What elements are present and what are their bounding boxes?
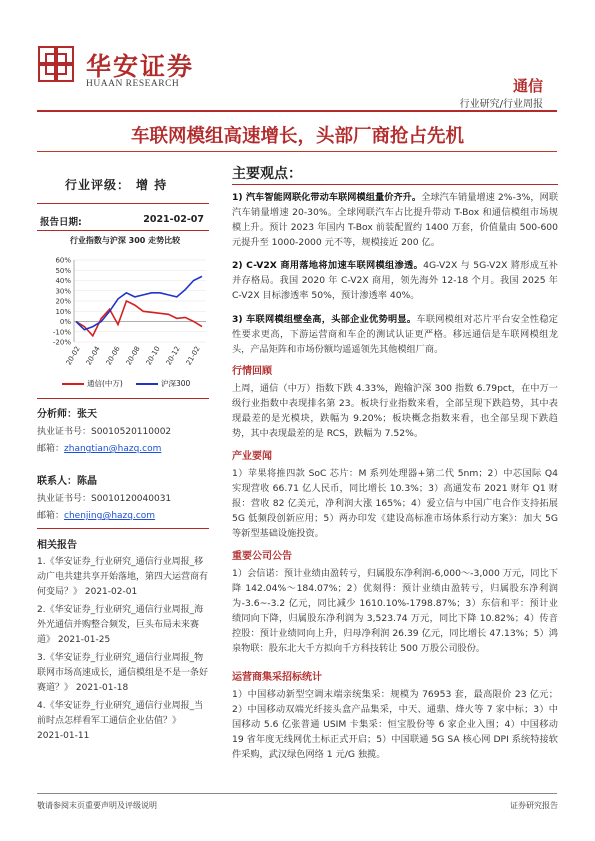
y-tick-label: 0%: [59, 318, 71, 326]
related-report-item[interactable]: 1.《华安证券_行业研究_通信行业周报_移动广电共建共享开始落地，第四大运营商有何变局？》 2021-02-01: [37, 557, 209, 597]
market-body: 上周，通信（中万）指数下跌 4.33%，跑输沪深 300 指数 6.79pct，在中万一级行业指数中表现排名第 23。板块行业指数来看，全部呈现下跌趋势，其中表现最差的是光模块，跌幅为 9.20%；板块概念指数来看，也全部呈现下跌趋势，其中表现最差的是 RCS，跌幅为 7.52%。: [232, 383, 558, 439]
y-tick-label: 60%: [55, 256, 71, 265]
title-divider: [37, 151, 557, 152]
y-tick-label: 30%: [55, 287, 71, 296]
y-tick-label: 20%: [55, 297, 71, 306]
x-tick-label: 20-04: [84, 345, 102, 367]
y-tick-label: 40%: [55, 277, 71, 285]
company-news-body: 1）会信诺：预计业绩由盈转亏，归属股东净利润-6,000～-3,000 万元，同比下降 142.04%～184.07%；2）优刻得：预计业绩由盈转亏，归属股东净利润为-3.6~-3.2 亿元，同比减少 1610.10%-1798.87%；3）东信和平：预计业绩同向下降，归属股东净利润为 3,523.74 万元，同比下降 10.82%；4）传音控股：预计业绩同向上升，归母净利润 26.39 亿元，同比增长 47.13%；5）鸿泉物联：股东北大千方拟向千方科技转让 500 万股公司股份。: [232, 568, 558, 654]
company-news-title: 重要公司公告: [232, 551, 292, 562]
chart-title: 行业指数与沪深 300 走势比较: [69, 236, 181, 245]
contact-cert: 执业证书号：S0010120040031: [37, 494, 172, 504]
y-tick-label: -20%: [52, 338, 71, 347]
related-report-item[interactable]: 3.《华安证券_行业研究_通信行业周报_物联网市场高速成长，通信模组是不是一条好赛道？》 2021-01-18: [37, 653, 209, 693]
page-title: 车联网模组高速增长，头部厂商抢占先机: [130, 126, 464, 147]
market-section: [232, 362, 558, 441]
point-3-heading: 3) 车联网模组壁垒高，头部企业优势明显。: [232, 314, 417, 325]
related-title: 相关报告: [37, 540, 77, 551]
point-2-body: 4G-V2X 与 5G-V2X 將形成互补并存格局。我国 2020 年 C-V2X 商用，领先海外 12-18 个月。我国 2025 年 C-V2X 目标渗透率 50%，预计渗透率 40%。: [232, 260, 558, 301]
chart-svg: [40, 254, 210, 374]
related-report-item[interactable]: 4.《华安证券_行业研究_通信行业周报_当前时点怎样看军工通信企业估值？》 2021-01-11: [37, 701, 204, 741]
x-tick-label: 20-08: [124, 345, 142, 367]
brand-logo-icon: [38, 46, 74, 82]
rating-label: 行业评级：: [65, 178, 131, 192]
y-tick-label: -10%: [52, 328, 71, 337]
related-report-item[interactable]: 2.《华安证券_行业研究_通信行业周报_海外光通信并购整合频发，巨头布局未来赛道》 2021-01-25: [37, 605, 204, 645]
legend-label-hs300: 沪深300: [161, 379, 191, 388]
contact-email-row: [37, 508, 209, 521]
y-tick-label: 50%: [55, 266, 71, 275]
key-divider: [232, 184, 558, 185]
report-date-row: [40, 214, 208, 228]
market-title: 行情回顾: [232, 366, 272, 377]
point-3-body: 车联网模组对芯片平台安全性稳定性要求更高，下游运营商和车企的测试认证更严格。移远通信是车联网模组龙头，产品矩阵和市场份额均遥遥领先其他模组厂商。: [232, 314, 558, 355]
chart-divider: [37, 398, 209, 399]
point-1: [232, 190, 558, 250]
x-tick-label: 20-12: [164, 345, 182, 367]
report-type: 行业研究/行业周报: [459, 99, 543, 110]
x-tick-label: 21-02: [184, 345, 202, 367]
analyst-divider: [37, 528, 209, 529]
date-value: 2021-02-07: [143, 214, 204, 225]
sector-label: 通信: [512, 77, 543, 95]
point-2: [232, 258, 558, 303]
index-comparison-chart: [40, 254, 210, 374]
date-label: 报告日期:: [40, 217, 82, 228]
rating-divider: [37, 203, 209, 204]
x-tick-label: 20-06: [104, 345, 122, 367]
analyst-block-2: [37, 472, 209, 521]
industry-news-section: [232, 447, 558, 541]
key-points-title: 主要观点：: [232, 166, 302, 182]
point-1-body: 全球汽车销量增速 2%-3%，网联汽车销量增速 20-30%。全球网联汽车占比提升带动 T-Box 和通信模组市场规模上升。预计 2023 年国内 T-Box 前装配置约 1400 万套，价值量由 500-600 元提升至 1000-2000 元不等，规模接近 200 亿。: [232, 192, 559, 248]
bid-title: 运营商集采招标统计: [232, 672, 322, 683]
contact-email-link[interactable]: chenjing@hazq.com: [64, 511, 156, 521]
email-label: 邮箱：: [37, 511, 65, 521]
header-divider: [37, 110, 557, 112]
industry-news-body: 1）苹果将推四款 SoC 芯片：M 系列处理器+第二代 5nm；2）中芯国际 Q4 实现营收 66.71 亿人民币，同比增长 10.3%；3）高通发布 2021 财年 Q1 财报：营收 82 亿美元，净利润大涨 165%；4）爱立信与中国广电合作支持拓展 5G 低频段创新应用；5）两办印发《建设高标准市场体系行动方案》：加大 5G 等新型基础设施投资。: [232, 468, 558, 539]
date-divider: [37, 230, 209, 231]
legend-item-industry: [62, 378, 123, 389]
email-label: 邮箱：: [37, 444, 65, 454]
industry-news-title: 产业要闻: [232, 451, 272, 462]
analyst-email-row: [37, 441, 209, 454]
brand-name: 华安证券: [86, 52, 195, 81]
bid-section: [232, 668, 558, 762]
point-2-heading: 2) C-V2X 商用落地将加速车联网模组渗透。: [232, 260, 424, 271]
bid-body: 1）中国移动新型空调末端亲统集采：规模为 76953 套，最高限价 23 亿元；2）中国移动双端光纤接头盒产品集采，中天、通鼎、烽火等 7 家中标；3）中国移动 5.6 亿张普通 USIM 卡集采：恒宝股份等 6 家企业入围；4）中国移动 19 省年度无线网优土标正式开启；5）中国联通 5G SA 核心网 DPI 系统特接软件采购，武汉绿色网络 1 元/G 独揽。: [232, 689, 558, 760]
analyst-block-1: [37, 405, 209, 454]
footer-report-type: 证券研究报告: [510, 801, 558, 810]
analyst-cert: 执业证书号：S0010520110002: [37, 427, 172, 437]
company-news-section: [232, 547, 558, 656]
footer-divider: [37, 793, 557, 794]
rating-value: 增 持: [136, 178, 168, 192]
legend-swatch-hs300: [136, 383, 158, 385]
legend-item-hs300: [136, 378, 190, 389]
legend-label-industry: 通信(中万): [87, 379, 123, 388]
x-tick-label: 20-02: [64, 345, 82, 367]
brand-name-en: HUAAN RESEARCH: [86, 79, 180, 89]
point-1-heading: 1) 汽车智能网联化带动车联网模组量价齐升。: [232, 192, 422, 203]
analyst-name: 分析师：张天: [37, 409, 97, 420]
y-tick-label: 10%: [55, 307, 71, 316]
series-line-industry: [76, 301, 202, 336]
x-tick-label: 20-10: [144, 345, 162, 367]
legend-swatch-industry: [62, 383, 84, 385]
point-3: [232, 312, 558, 357]
related-reports: [37, 536, 209, 744]
footer-disclaimer: 敬请参阅末页重要声明及评级说明: [37, 801, 157, 810]
industry-rating: [65, 176, 167, 193]
contact-name: 联系人：陈晶: [37, 476, 97, 487]
analyst-email-link[interactable]: zhangtian@hazq.com: [64, 444, 162, 454]
